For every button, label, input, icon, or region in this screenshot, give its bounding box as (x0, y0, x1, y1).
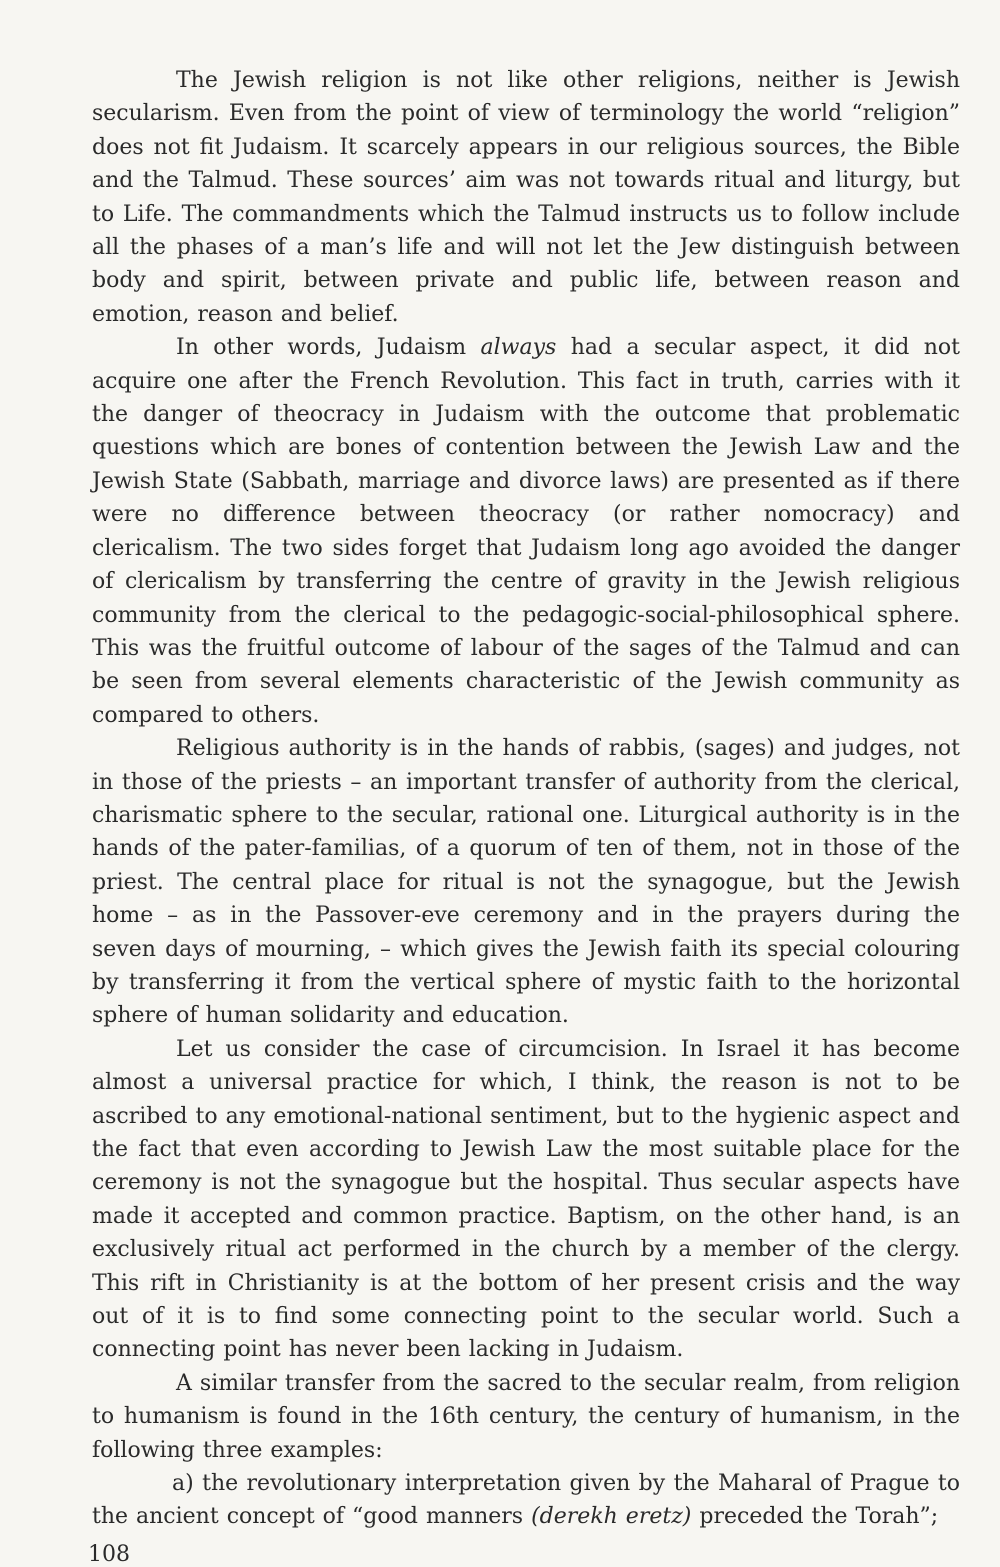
list-item-a (92, 1467, 960, 1534)
list-item-a-emphasis: (derekh eretz) (531, 1504, 692, 1530)
paragraph-5 (92, 1367, 960, 1467)
paragraph-5-text: A similar transfer from the sacred to the secular realm, from religion to humanism is found in the 16th century, the century of humanism, in the following three examples: (92, 1370, 960, 1463)
paragraph-3 (92, 732, 960, 1033)
page-body (92, 64, 960, 1534)
paragraph-2-emphasis: always (480, 335, 557, 361)
paragraph-1-text: The Jewish religion is not like other religions, neither is Jewish secularism. Even from the point of view of terminology the world “religion” does not fit Judaism. It scarcely appears in our religious sources, the Bible and the Talmud. These sources’ aim was not towards ritual and liturgy, but to Life. The commandments which the Talmud instructs us to follow include all the phases of a man’s life and will not let the Jew distinguish between body and spirit, between private and public life, between reason and emotion, reason and belief. (92, 68, 960, 327)
paragraph-2-text-before: In other words, Judaism (176, 335, 481, 361)
list-item-a-text-after: preceded the Torah”; (691, 1504, 939, 1530)
paragraph-4 (92, 1033, 960, 1367)
paragraph-4-text: Let us consider the case of circumcision. In Israel it has become almost a universal practice for which, I think, the reason is not to be ascribed to any emotional-national sentiment, but to the hygienic aspect and the fact that even according to Jewish Law the most suitable place for the ceremony is not the synagogue but the hospital. Thus secular aspects have made it accepted and common practice. Baptism, on the other hand, is an exclusively ritual act performed in the church by a member of the clergy. This rift in Christianity is at the bottom of her present crisis and the way out of it is to find some connecting point to the secular world. Such a connecting point has never been lacking in Judaism. (92, 1036, 960, 1363)
paragraph-2-text-after: had a secular aspect, it did not acquire one after the French Revolution. This fact in truth, carries with it the danger of theocracy in Judaism with the outcome that problematic questions which are bones of contention between the Jewish Law and the Jewish State (Sabbath, marriage and divorce laws) are presented as if there were no difference between theocracy (or rather nomocracy) and clericalism. The two sides forget that Judaism long ago avoided the danger of clericalism by transferring the centre of gravity in the Jewish religious community from the clerical to the pedagogic-social-philosophical sphere. This was the fruitful outcome of labour of the sages of the Talmud and can be seen from several elements characteristic of the Jewish community as compared to others. (92, 335, 960, 728)
list-item-a-text-before: a) the revolutionary interpretation given by the Maharal of Prague to the ancient concept of “good manners (92, 1471, 960, 1530)
paragraph-3-text: Religious authority is in the hands of rabbis, (sages) and judges, not in those of the priests – an important transfer of authority from the clerical, charismatic sphere to the secular, rational one. Liturgical authority is in the hands of the pater-familias, of a quorum of ten of them, not in those of the priest. The central place for ritual is not the synagogue, but the Jewish home – as in the Passover-eve ceremony and in the prayers during the seven days of mourning, – which gives the Jewish faith its special colouring by transferring it from the vertical sphere of mystic faith to the horizontal sphere of human solidarity and education. (92, 736, 960, 1029)
paragraph-2 (92, 331, 960, 732)
page-number: 108 (88, 1542, 130, 1567)
paragraph-1 (92, 64, 960, 331)
